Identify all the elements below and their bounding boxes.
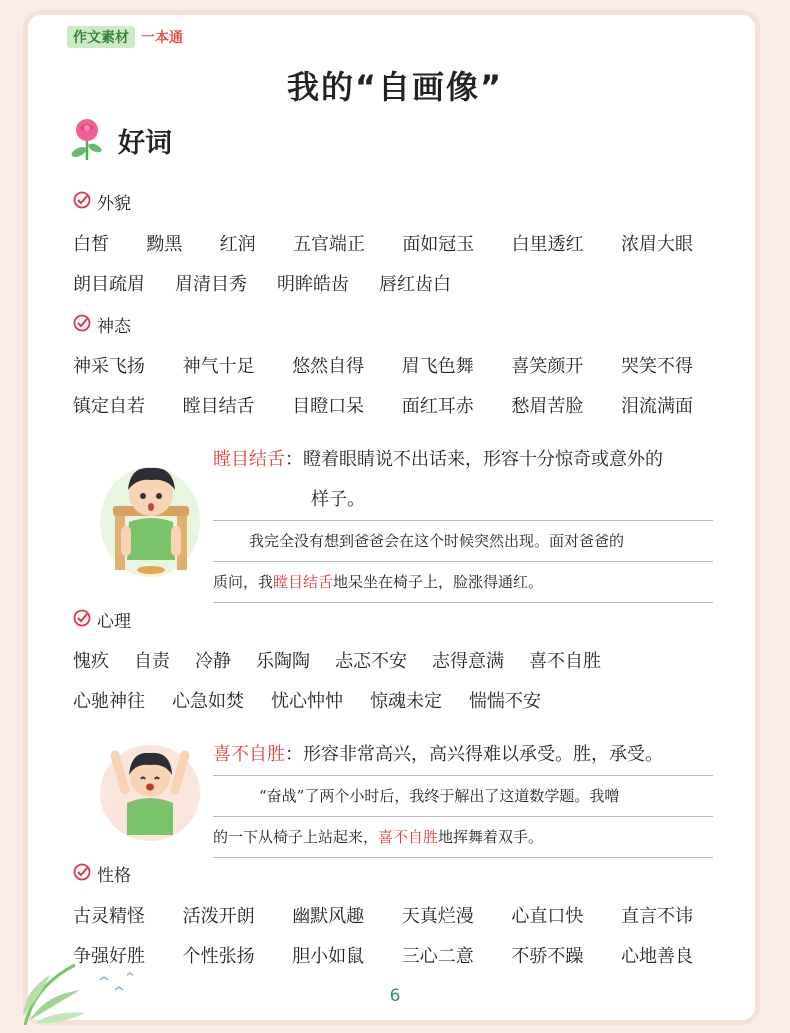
word: 个性张扬	[182, 946, 255, 967]
word-list-expression	[73, 345, 693, 425]
word: 泪流满面	[620, 396, 693, 417]
idiom-term: 喜不自胜	[213, 744, 285, 765]
word: 黝黑	[146, 234, 183, 255]
category-mind	[73, 607, 131, 632]
word: 活泼开朗	[182, 906, 255, 927]
word-row	[73, 345, 693, 385]
example-highlight: 喜不自胜	[378, 828, 439, 846]
word: 忐忑不安	[335, 651, 407, 672]
example-line-1: “奋战”了两个小时后，我终于解出了这道数学题。我噌	[213, 776, 713, 817]
definition	[213, 735, 713, 776]
word: 惴惴不安	[469, 691, 541, 712]
example-line-2	[213, 562, 713, 603]
word-row	[73, 385, 693, 425]
check-icon	[73, 863, 91, 885]
word: 瞠目结舌	[182, 396, 255, 417]
word: 三心二意	[401, 946, 474, 967]
word: 哭笑不得	[620, 356, 693, 377]
word: 志得意满	[432, 651, 504, 672]
word: 红润	[219, 234, 256, 255]
page-title: 我的“自画像”	[275, 58, 515, 112]
word: 愧疚	[73, 651, 109, 672]
category-appearance	[73, 189, 131, 214]
word: 面如冠玉	[402, 234, 475, 255]
word: 自责	[134, 651, 170, 672]
word-list-personality	[73, 895, 693, 975]
word: 喜不自胜	[529, 651, 601, 672]
badge-book: 一本通	[141, 30, 183, 46]
word-row	[73, 263, 693, 303]
word: 天真烂漫	[401, 906, 474, 927]
category-label: 神态	[97, 312, 131, 337]
section-title: 好词	[118, 127, 172, 159]
word: 幽默风趣	[292, 906, 365, 927]
word: 争强好胜	[73, 946, 145, 967]
word: 冷静	[195, 651, 231, 672]
example-text: 地挥舞着双手。	[438, 828, 544, 846]
word: 乐陶陶	[256, 651, 310, 672]
example-text: 质问，我	[213, 573, 274, 591]
word: 眉清目秀	[175, 274, 247, 295]
word: 愁眉苦脸	[511, 396, 584, 417]
category-personality	[73, 861, 131, 886]
boy-cheering-illustration	[95, 735, 205, 849]
series-badge	[67, 26, 183, 48]
word: 胆小如鼠	[292, 946, 365, 967]
definition	[213, 440, 713, 480]
word: 惊魂未定	[370, 691, 442, 712]
word: 目瞪口呆	[292, 396, 365, 417]
idiom-note-1	[213, 440, 713, 603]
category-label: 性格	[97, 861, 131, 886]
word: 眉飞色舞	[401, 356, 474, 377]
definition-text: ：瞪着眼睛说不出话来，形容十分惊奇或意外的	[285, 449, 663, 470]
word: 朗目疏眉	[73, 274, 145, 295]
page-number: 6	[389, 986, 401, 1006]
word: 明眸皓齿	[277, 274, 349, 295]
rose-icon	[70, 118, 104, 162]
check-icon	[73, 191, 91, 213]
example-highlight: 瞠目结舌	[273, 573, 334, 591]
word-row	[73, 895, 693, 935]
word-row	[73, 223, 693, 263]
word: 忧心忡忡	[271, 691, 343, 712]
idiom-note-2	[213, 735, 713, 858]
word-list-mind	[73, 640, 693, 720]
plant-decoration	[5, 935, 155, 1029]
word: 浓眉大眼	[620, 234, 693, 255]
word: 心直口快	[511, 906, 584, 927]
word: 神气十足	[182, 356, 255, 377]
word: 心急如焚	[172, 691, 244, 712]
word: 白里透红	[511, 234, 584, 255]
word: 直言不讳	[620, 906, 693, 927]
word-list-appearance	[73, 223, 693, 303]
word: 心地善良	[620, 946, 693, 967]
word: 不骄不躁	[511, 946, 584, 967]
definition-text: ：形容非常高兴，高兴得难以承受。胜，承受。	[285, 744, 663, 765]
category-label: 心理	[97, 607, 131, 632]
check-icon	[73, 314, 91, 336]
definition-continued: 样子。	[213, 480, 713, 521]
word: 镇定自若	[73, 396, 145, 417]
word: 面红耳赤	[401, 396, 474, 417]
word: 悠然自得	[292, 356, 365, 377]
word: 心驰神往	[73, 691, 145, 712]
idiom-term: 瞠目结舌	[213, 449, 285, 470]
example-line-1: 我完全没有想到爸爸会在这个时候突然出现。面对爸爸的	[213, 521, 713, 562]
example-text: 地呆坐在椅子上，脸涨得通红。	[333, 573, 544, 591]
badge-material: 作文素材	[67, 26, 135, 48]
check-icon	[73, 609, 91, 631]
example-text: 的一下从椅子上站起来，	[213, 828, 379, 846]
word-row	[73, 640, 693, 680]
word: 神采飞扬	[73, 356, 145, 377]
word: 古灵精怪	[73, 906, 145, 927]
category-label: 外貌	[97, 189, 131, 214]
word: 喜笑颜开	[511, 356, 584, 377]
word: 五官端正	[292, 234, 365, 255]
word-row	[73, 680, 693, 720]
example-line-2	[213, 817, 713, 858]
category-expression	[73, 312, 131, 337]
boy-chair-illustration	[95, 452, 205, 586]
word: 白皙	[73, 234, 109, 255]
word-row	[73, 935, 693, 975]
word: 唇红齿白	[379, 274, 451, 295]
